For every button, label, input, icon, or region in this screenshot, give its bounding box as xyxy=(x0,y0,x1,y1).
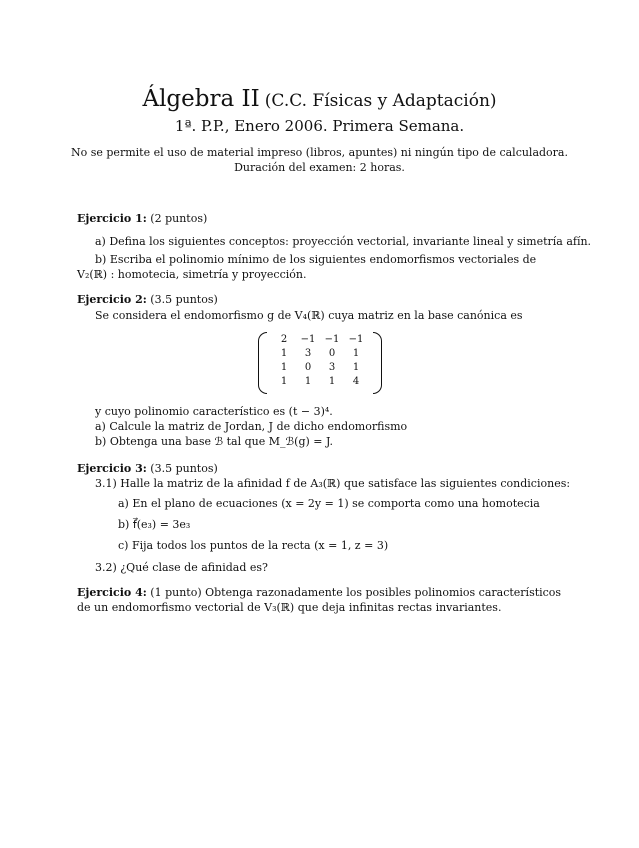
ex1-heading: Ejercicio 1: xyxy=(77,212,147,225)
ex2-charpoly: y cuyo polinomio característico es (t − 3)⁴. xyxy=(95,405,333,418)
matrix-cell: 1 xyxy=(328,376,336,387)
matrix-cell: 1 xyxy=(280,348,288,359)
exam-title xyxy=(0,86,639,112)
matrix-cell: −1 xyxy=(348,334,364,345)
matrix-cell: 1 xyxy=(280,376,288,387)
matrix-cell: 1 xyxy=(280,362,288,373)
ex3-cond-c: c) Fija todos los puntos de la recta (x = 1, z = 3) xyxy=(118,539,389,552)
ex3-points: (3.5 puntos) xyxy=(150,462,218,475)
matrix-cell: −1 xyxy=(324,334,340,345)
ex3-cond-a: a) En el plano de ecuaciones (x = 2y = 1) se comporta como una homotecia xyxy=(118,497,540,510)
title-paren: (C.C. Físicas y Adaptación) xyxy=(264,91,497,111)
ex2-header xyxy=(77,292,218,307)
ex2-intro: Se considera el endomorfismo g de V₄(ℝ) cuya matriz en la base canónica es xyxy=(95,309,523,322)
matrix-cell: 3 xyxy=(304,348,312,359)
ex3-question-2: 3.2) ¿Qué clase de afinidad es? xyxy=(95,561,268,574)
ex1-part-a: a) Defina los siguientes conceptos: proyección vectorial, invariante lineal y simetría afín. xyxy=(95,235,592,248)
ex4-heading: Ejercicio 4: xyxy=(77,586,147,599)
matrix-row xyxy=(272,333,368,347)
matrix-cell: 2 xyxy=(280,334,288,345)
matrix-table xyxy=(272,333,368,389)
ex3-intro: 3.1) Halle la matriz de la afinidad f de A₃(ℝ) que satisface las siguientes condiciones: xyxy=(95,477,571,490)
notice-line-1: No se permite el uso de material impreso (libros, apuntes) ni ningún tipo de calculadora. xyxy=(71,146,568,159)
matrix-left-paren xyxy=(258,332,267,394)
matrix-row xyxy=(272,361,368,375)
matrix-cell: 1 xyxy=(304,376,312,387)
matrix-row xyxy=(272,347,368,361)
title-main: Álgebra II xyxy=(142,86,260,112)
notice-line-2: Duración del examen: 2 horas. xyxy=(234,161,405,174)
ex2-heading: Ejercicio 2: xyxy=(77,293,147,306)
matrix-cell: 4 xyxy=(352,376,360,387)
matrix-cell: −1 xyxy=(300,334,316,345)
ex3-heading: Ejercicio 3: xyxy=(77,462,147,475)
matrix-right-paren xyxy=(373,332,382,394)
matrix-cell: 3 xyxy=(328,362,336,373)
ex3-header xyxy=(77,461,218,476)
ex1-header xyxy=(77,211,207,226)
exam-notice xyxy=(0,145,639,175)
ex4-text: (1 punto) Obtenga razonadamente los posibles polinomios característicos de un endomorfismo vectorial de V₃(ℝ) que deja infinitas rectas invariantes. xyxy=(77,586,562,614)
exam-subtitle: 1ª. P.P., Enero 2006. Primera Semana. xyxy=(174,117,465,135)
ex1-points: (2 puntos) xyxy=(150,212,208,225)
matrix-cell: 1 xyxy=(352,362,360,373)
ex2-part-b: b) Obtenga una base ℬ tal que M_ℬ(g) = J. xyxy=(95,435,334,448)
matrix-row xyxy=(272,375,368,389)
ex4-block xyxy=(77,585,567,615)
matrix-cell: 1 xyxy=(352,348,360,359)
ex2-matrix xyxy=(258,332,382,394)
ex2-points: (3.5 puntos) xyxy=(150,293,218,306)
ex1-part-b: b) Escriba el polinomio mínimo de los siguientes endomorfismos vectoriales de V₂(ℝ) : homotecia, simetría y proyección. xyxy=(77,253,537,281)
matrix-cell: 0 xyxy=(304,362,312,373)
ex2-part-a: a) Calcule la matriz de Jordan, J de dicho endomorfismo xyxy=(95,420,408,433)
matrix-cell: 0 xyxy=(328,348,336,359)
ex3-cond-b: b) f⃗(e₃) = 3e₃ xyxy=(118,518,191,531)
